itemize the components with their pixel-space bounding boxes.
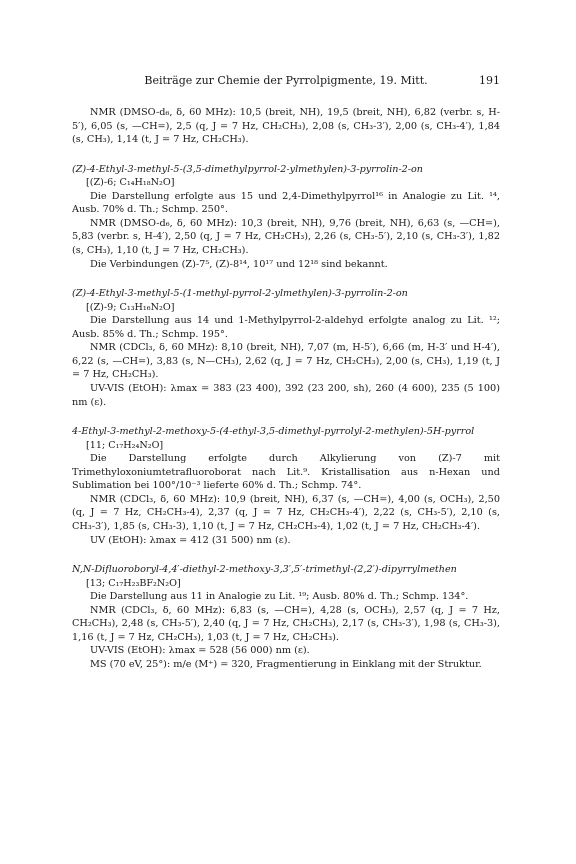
uv-paragraph: UV (EtOH): λmax = 412 (31 500) nm (ε). bbox=[90, 534, 291, 546]
ms-paragraph: MS (70 eV, 25°): m/e (M⁺) = 320, Fragmentierung in Einklang mit der Struktur. bbox=[90, 658, 482, 670]
note-paragraph: Die Verbindungen (Z)-7⁵, (Z)-8¹⁴, 10¹⁷ und 12¹⁸ sind bekannt. bbox=[90, 258, 388, 270]
nmr-paragraph: NMR (DMSO-d₆, δ, 60 MHz): 10,5 (breit, NH), 19,5 (breit, NH), 6,82 (verbr. s, H-5′), 6,05 (s, —CH=), 2,5 (q, J = 7 Hz, CH₂CH₃), 2,08 (s, CH₃-3′), 2,00 (s, CH₃-4′), 1,84 (s, CH₃), 1,14 (t, J = 7 Hz, CH₂CH₃). bbox=[72, 107, 500, 146]
prep-paragraph: Die Darstellung erfolgte aus 15 und 2,4-Dimethylpyrrol¹⁶ in Analogie zu Lit. ¹⁴, Ausb. 70% d. Th.; Schmp. 250°. bbox=[72, 190, 500, 216]
document-page bbox=[72, 74, 500, 671]
compound-title: (Z)-4-Ethyl-3-methyl-5-(3,5-dimethylpyrrol-2-ylmethylen)-3-pyrrolin-2-on bbox=[72, 163, 423, 175]
prep-paragraph: Die Darstellung aus 14 und 1-Methylpyrrol-2-aldehyd erfolgte analog zu Lit. ¹²; Ausb. 85% d. Th.; Schmp. 195°. bbox=[72, 314, 500, 340]
compound-heading bbox=[72, 425, 500, 452]
compound-heading bbox=[72, 563, 500, 590]
compound-formula: [(Z)-9; C₁₃H₁₆N₂O] bbox=[86, 301, 175, 313]
nmr-paragraph: NMR (CDCl₃, δ, 60 MHz): 10,9 (breit, NH), 6,37 (s, —CH=), 4,00 (s, OCH₃), 2,50 (q, J = 7 Hz, CH₂CH₃-4), 2,37 (q, J = 7 Hz, CH₂CH₃-4′), 2,22 (s, CH₃-5′), 2,10 (s, CH₃-3′), 1,85 (s, CH₃-3), 1,10 (t, J = 7 Hz, CH₂CH₃-4), 1,02 (t, J = 7 Hz, CH₂CH₃-4′). bbox=[72, 493, 500, 532]
running-title: Beiträge zur Chemie der Pyrrolpigmente, 19. Mitt. bbox=[144, 74, 428, 87]
compound-title: N,N-Difluoroboryl-4,4′-diethyl-2-methoxy-3,3′,5′-trimethyl-(2,2′)-dipyrrylmethen bbox=[72, 564, 457, 576]
compound-formula: [13; C₁₇H₂₃BF₂N₂O] bbox=[86, 577, 181, 589]
page-number: 191 bbox=[479, 74, 500, 87]
nmr-paragraph: NMR (DMSO-d₆, δ, 60 MHz): 10,3 (breit, NH), 9,76 (breit, NH), 6,63 (s, —CH=), 5,83 (verbr. s, H-4′), 2,50 (q, J = 7 Hz, CH₂CH₃), 2,26 (s, CH₃-5′), 2,10 (s, CH₃-3′), 1,82 (s, CH₃), 1,10 (t, J = 7 Hz, CH₂CH₃). bbox=[72, 217, 500, 256]
compound-title: 4-Ethyl-3-methyl-2-methoxy-5-(4-ethyl-3,5-dimethyl-pyrrolyl-2-methylen)-5H-pyrrol bbox=[72, 426, 475, 438]
uv-paragraph: UV-VIS (EtOH): λmax = 383 (23 400), 392 (23 200, sh), 260 (4 600), 235 (5 100) nm (ε). bbox=[72, 382, 500, 408]
nmr-paragraph: NMR (CDCl₃, δ, 60 MHz): 8,10 (breit, NH), 7,07 (m, H-5′), 6,66 (m, H-3′ und H-4′), 6,22 (s, —CH=), 3,83 (s, N—CH₃), 2,62 (q, J = 7 Hz, CH₂CH₃), 2,00 (s, CH₃), 1,19 (t, J = 7 Hz, CH₂CH₃). bbox=[72, 342, 500, 381]
compound-heading bbox=[72, 287, 500, 314]
compound-formula: [(Z)-6; C₁₄H₁₈N₂O] bbox=[86, 177, 175, 189]
compound-heading bbox=[72, 163, 500, 190]
compound-title: (Z)-4-Ethyl-3-methyl-5-(1-methyl-pyrrol-2-ylmethylen)-3-pyrrolin-2-on bbox=[72, 288, 408, 300]
prep-paragraph: Die Darstellung aus 11 in Analogie zu Lit. ¹⁹; Ausb. 80% d. Th.; Schmp. 134°. bbox=[90, 590, 469, 602]
compound-formula: [11; C₁₇H₂₄N₂O] bbox=[86, 439, 164, 451]
page-header bbox=[72, 74, 500, 90]
nmr-paragraph: NMR (CDCl₃, δ, 60 MHz): 6,83 (s, —CH=), 4,28 (s, OCH₃), 2,57 (q, J = 7 Hz, CH₂CH₃), 2,48 (s, CH₃-5′), 2,40 (q, J = 7 Hz, CH₂CH₃), 2,17 (s, CH₃-3′), 1,98 (s, CH₃-3), 1,16 (t, J = 7 Hz, CH₂CH₃), 1,03 (t, J = 7 Hz, CH₂CH₃). bbox=[72, 604, 500, 643]
uv-paragraph: UV-VIS (EtOH): λmax = 528 (56 000) nm (ε). bbox=[90, 645, 310, 657]
prep-paragraph: Die Darstellung erfolgte durch Alkylierung von (Z)-7 mit Trimethyloxoniumtetrafluoroborat nach Lit.⁹. Kristallisation aus n-Hexan und Sublimation bei 100°/10⁻³ lieferte 60% d. Th.; Schmp. 74°. bbox=[72, 452, 500, 492]
